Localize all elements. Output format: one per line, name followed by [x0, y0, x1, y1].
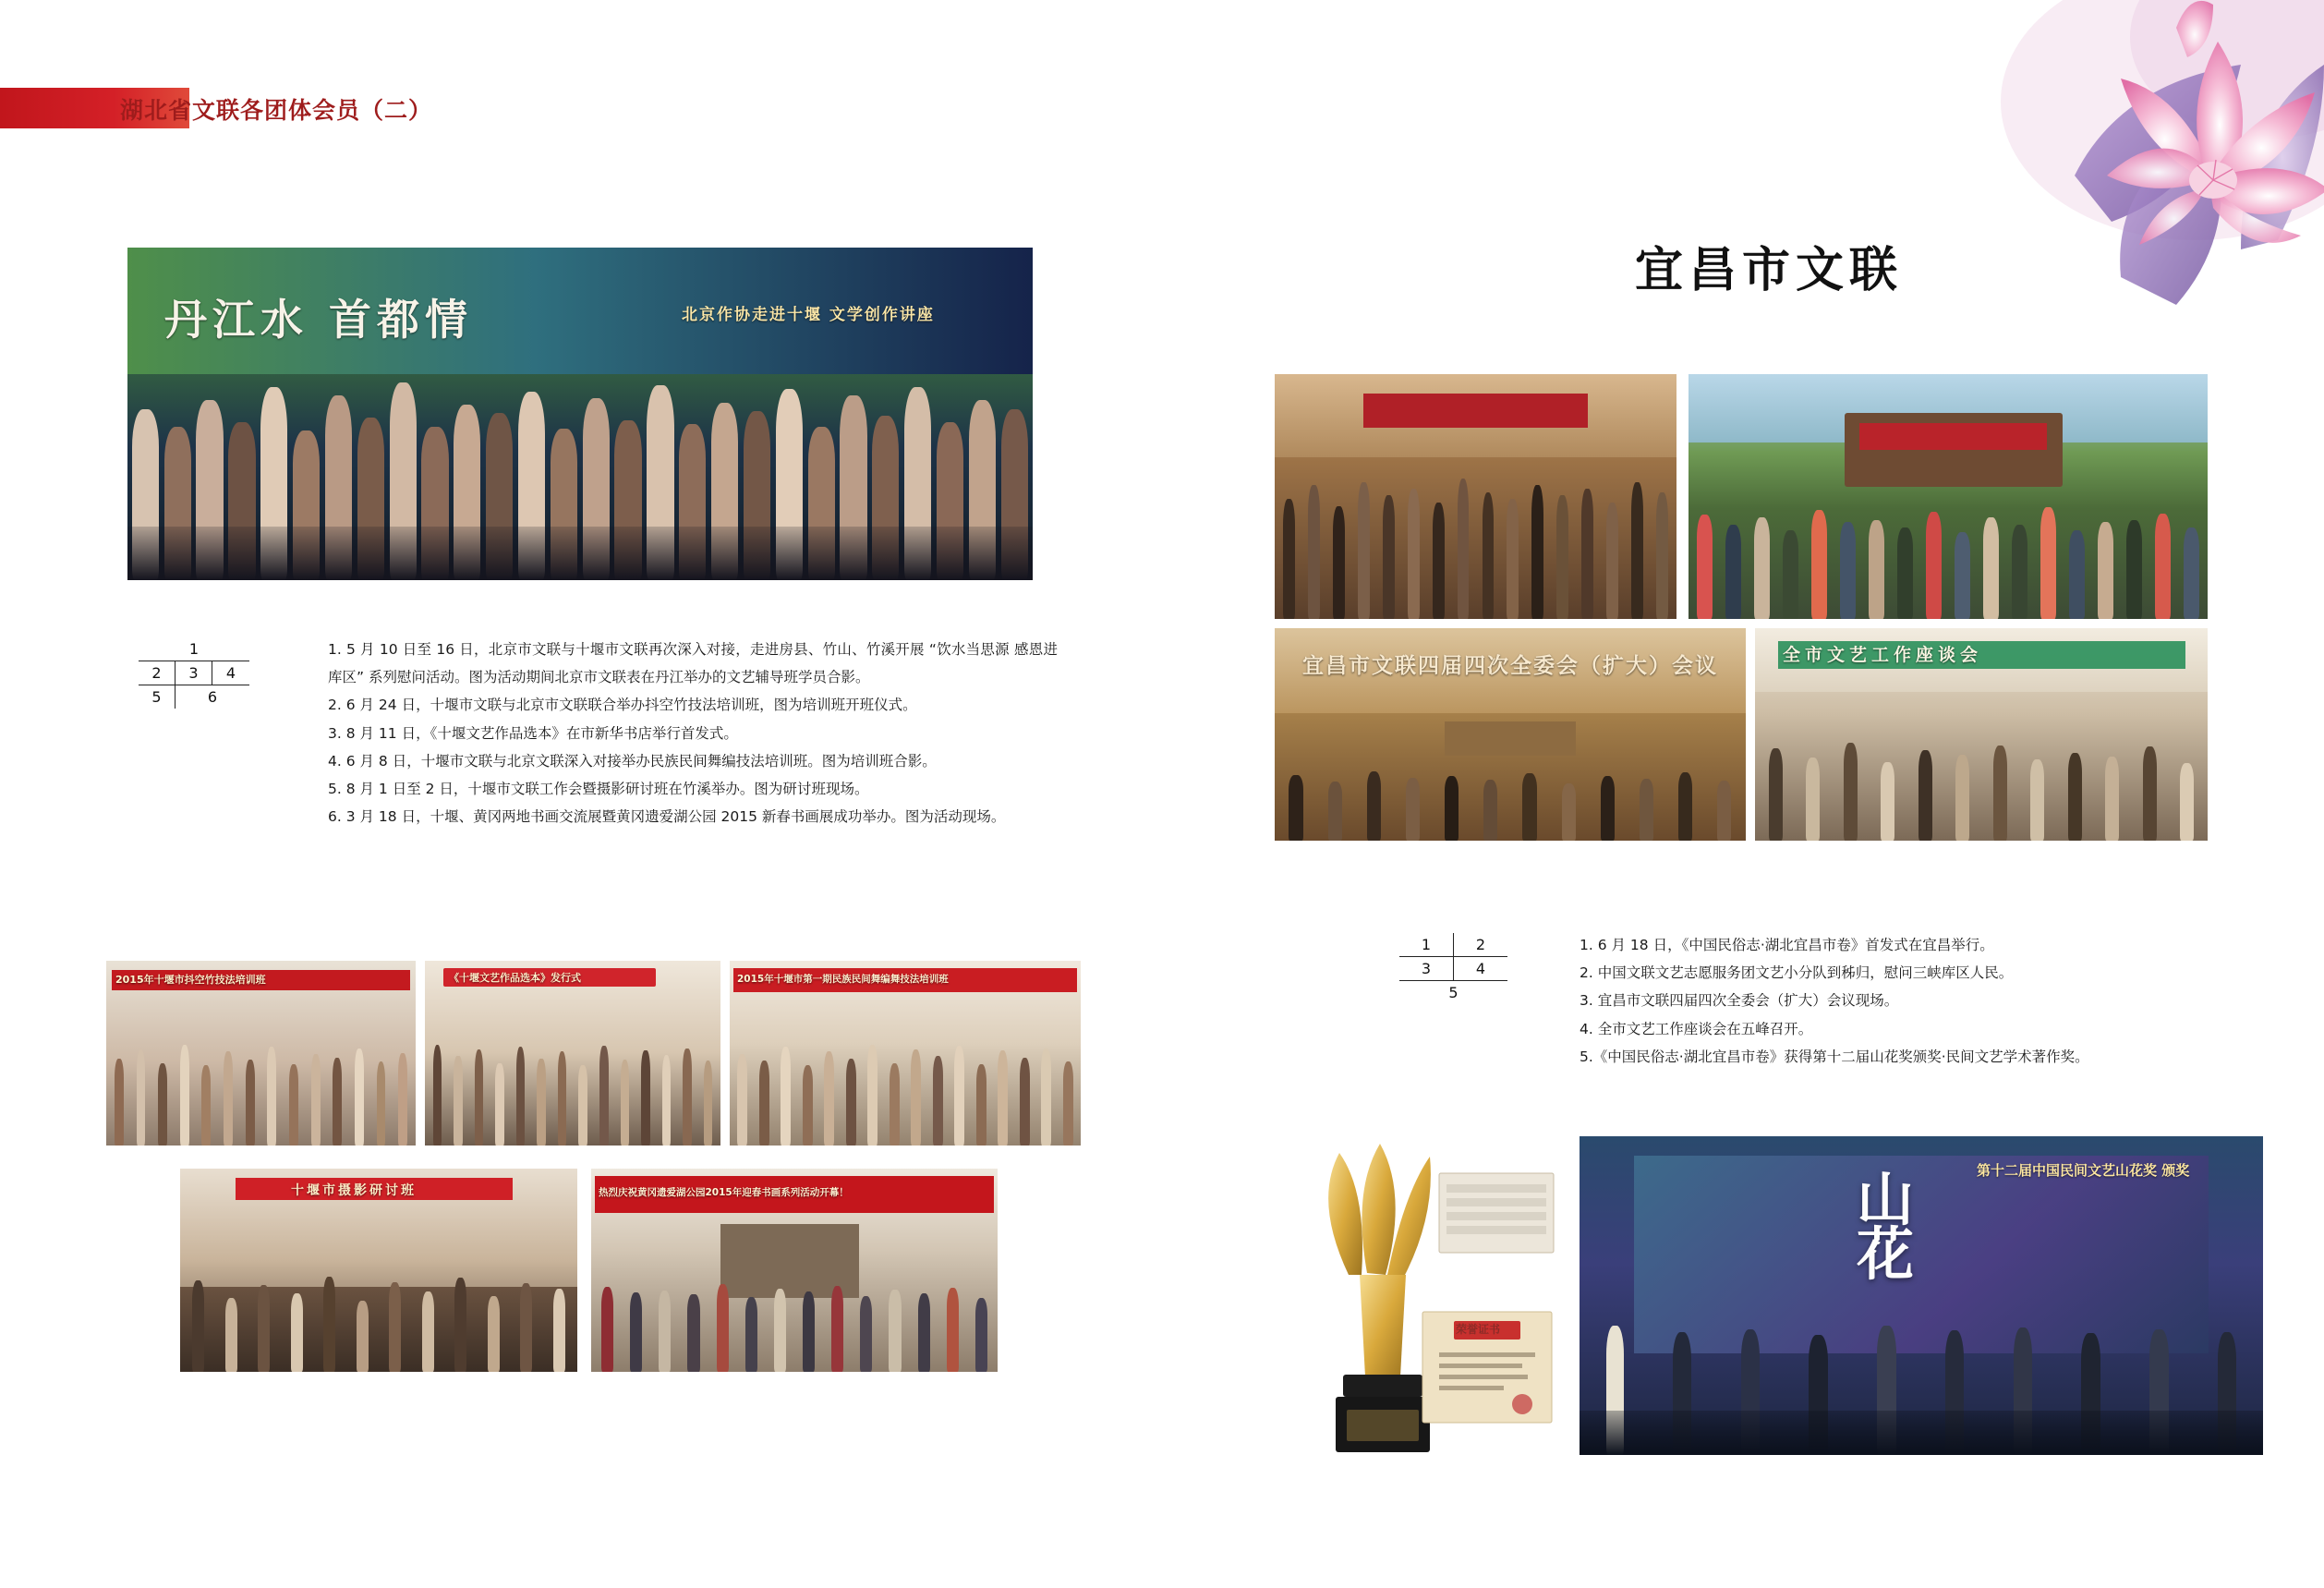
photo-award-trophy-certificate [1284, 1136, 1561, 1455]
index-cell: 5 [1448, 984, 1459, 1001]
photo-banner-text: 2015年十堰市第一期民族民间舞编舞技法培训班 [737, 974, 949, 985]
photo-conference-hall [1275, 374, 1676, 619]
caption-line: 5. 8 月 1 日至 2 日，十堰市文联工作会暨摄影研讨班在竹溪举办。图为研讨班现场。 [328, 781, 869, 798]
caption-line: 4. 全市文艺工作座谈会在五峰召开。 [1580, 1020, 1813, 1037]
photo-banner-text: 全市文艺工作座谈会 [1783, 645, 1983, 665]
index-cell: 3 [176, 661, 212, 685]
photo-symposium-wufeng [1755, 628, 2208, 841]
index-cell: 5 [139, 685, 176, 709]
crowd-silhouettes [106, 1031, 416, 1146]
index-cell: 3 [1399, 957, 1454, 981]
caption-line: 3. 宜昌市文联四届四次全委会（扩大）会议现场。 [1580, 992, 1899, 1010]
photo-photography-seminar [180, 1169, 577, 1372]
index-cell: 1 [1399, 933, 1454, 957]
caption-line: 5.《中国民俗志·湖北宜昌市卷》获得第十二届山花奖颁奖·民间文艺学术著作奖。 [1580, 1048, 2089, 1065]
photo-banner-text: 2015年十堰市抖空竹技法培训班 [115, 974, 266, 986]
photo-banner-text: 热烈庆祝黄冈遗爱湖公园2015年迎春书画系列活动开幕！ [599, 1187, 849, 1198]
left-index-table [139, 637, 249, 709]
crowd-silhouettes [1275, 448, 1676, 620]
photo-folk-dance-training [730, 961, 1081, 1146]
photo-danjiang-lecture [127, 248, 1033, 580]
caption-line: 1. 5 月 10 日至 16 日，北京市文联与十堰市文联再次深入对接，走进房县、竹山、竹溪开展 “饮水当思源 感恩进库区” 系列慰问活动。图为活动期间北京市文联表在丹江举办的文艺辅导班学员合影。 [328, 641, 1058, 686]
index-cell: 4 [212, 661, 250, 685]
index-cell: 2 [139, 661, 176, 685]
index-cell: 2 [1454, 933, 1508, 957]
right-page-title: 宜昌市文联 [1635, 243, 1904, 298]
crowd-silhouettes [1689, 491, 2208, 619]
caption-line: 2. 中国文联文艺志愿服务团文艺小分队到秭归，慰问三峡库区人民。 [1580, 964, 2014, 982]
index-cell: 6 [207, 688, 218, 706]
caption-line: 1. 6 月 18 日，《中国民俗志·湖北宜昌市卷》首发式在宜昌举行。 [1580, 937, 1994, 953]
crowd-silhouettes [425, 1031, 720, 1146]
crowd-silhouettes [1755, 721, 2208, 841]
caption-line: 3. 8 月 11 日，《十堰文艺作品选本》在市新华书店举行首发式。 [328, 724, 738, 742]
left-caption-block [328, 636, 1058, 831]
caption-line: 4. 6 月 8 日，十堰市文联与北京文联深入对接举办民族民间舞编技法培训班。图为培训班合影。 [328, 752, 937, 770]
index-cell: 1 [139, 637, 249, 661]
right-caption-block [1580, 931, 2245, 1071]
photo-shanhua-award-ceremony: 第十二届中国民间文艺山花奖 颁奖 山 花 [1580, 1136, 2263, 1455]
lotus-decoration [1844, 0, 2324, 397]
certificate-label: 荣誉证书 [1456, 1323, 1501, 1336]
photo-kongzhu-training [106, 961, 416, 1146]
photo-outdoor-ceremony [1689, 374, 2208, 619]
photo-banner-text: 宜昌市文联四届四次全委会（扩大）会议 [1302, 654, 1718, 678]
photo-book-release [425, 961, 720, 1146]
photo-calligraphy-exhibition [591, 1169, 998, 1372]
caption-line: 2. 6 月 24 日，十堰市文联与北京市文联联合举办抖空竹技法培训班，图为培训班开班仪式。 [328, 697, 917, 714]
photo-banner-text: 《十堰文艺作品选本》发行式 [449, 972, 581, 984]
crowd-silhouettes [591, 1270, 998, 1372]
photo-banner-text: 丹江水 首都情 [164, 295, 474, 345]
page-title: 湖北省文联各团体会员（二） [120, 97, 433, 124]
index-cell: 4 [1454, 957, 1508, 981]
crowd-silhouettes [180, 1260, 577, 1372]
crowd-silhouettes [730, 1031, 1081, 1146]
photo-federation-meeting [1275, 628, 1746, 841]
photo-banner-text: 十堰市摄影研讨班 [291, 1183, 417, 1198]
right-index-table [1399, 933, 1508, 1004]
crowd-silhouettes [1275, 751, 1746, 841]
caption-line: 6. 3 月 18 日，十堰、黄冈两地书画交流展暨黄冈遗爱湖公园 2015 新春书画展成功举办。图为活动现场。 [328, 808, 1006, 826]
photo-banner-text: 第十二届中国民间文艺山花奖 颁奖 [1977, 1162, 2190, 1179]
photo-banner-subtext: 北京作协走进十堰 文学创作讲座 [682, 306, 935, 324]
